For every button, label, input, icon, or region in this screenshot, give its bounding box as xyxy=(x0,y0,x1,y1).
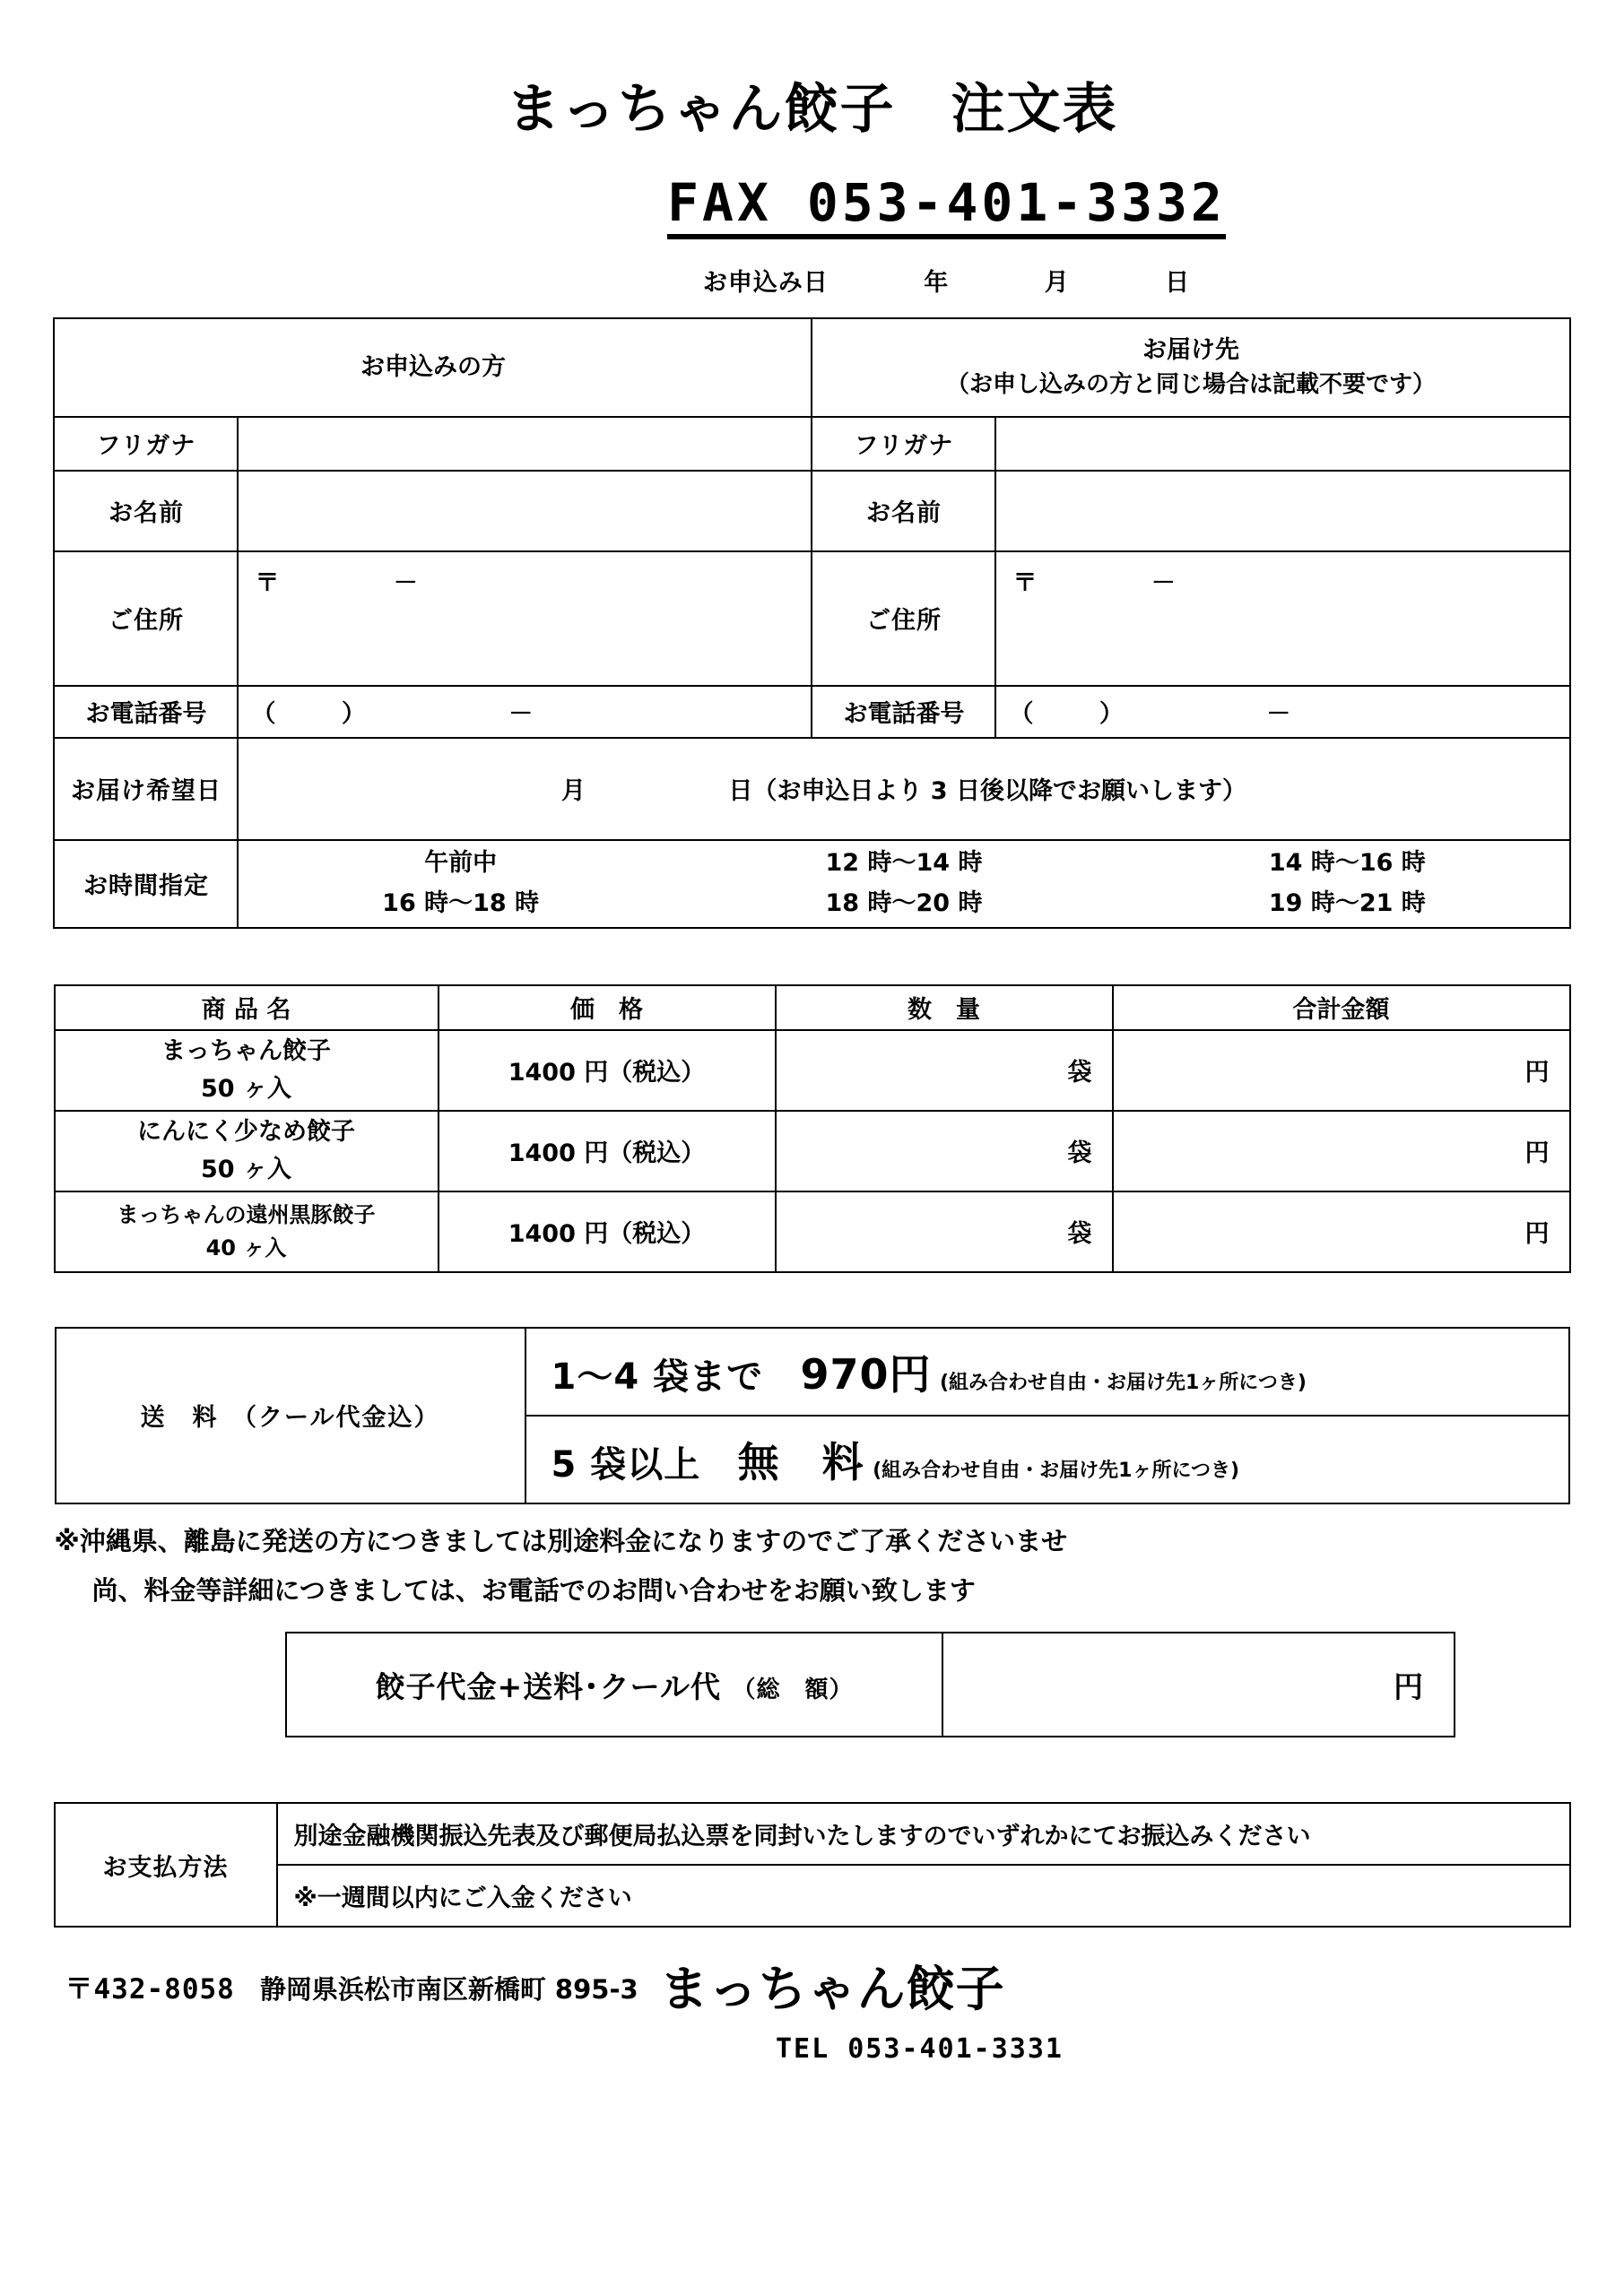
product-name-line2: 40 ヶ入 xyxy=(205,1235,287,1261)
product-name-line2: 50 ヶ入 xyxy=(201,1155,291,1183)
payment-instruction-2: ※一週間以内にご入金ください xyxy=(277,1865,1570,1927)
column-header-product-name: 商 品 名 xyxy=(55,985,439,1030)
phone-dash: － xyxy=(1266,700,1291,729)
product-name-line1: まっちゃんの遠州黒豚餃子 xyxy=(117,1201,376,1227)
product-price: 1400 円（税込） xyxy=(439,1030,776,1111)
fax-number: FAX 053-401-3332 xyxy=(667,176,1226,239)
footer-block xyxy=(55,1961,1570,2066)
phone-close-paren: ） xyxy=(341,700,366,729)
applicant-name-field[interactable] xyxy=(238,471,812,551)
time-slot-option[interactable]: 19 時〜21 時 xyxy=(1268,888,1426,917)
table-row xyxy=(55,1030,1570,1111)
applicant-phone-pattern xyxy=(239,694,811,729)
shipping-tier-1 xyxy=(525,1328,1569,1416)
delivery-address-label: ご住所 xyxy=(812,551,995,686)
table-row-payment-1 xyxy=(55,1803,1570,1865)
zip-mark-icon: 〒 xyxy=(255,568,280,597)
delivery-header-sub: （お申し込みの方と同じ場合は記載不要です） xyxy=(945,370,1436,398)
shipping-fee-table xyxy=(55,1327,1570,1504)
wish-date-field[interactable] xyxy=(238,738,1569,840)
product-quantity-input[interactable]: 袋 xyxy=(776,1111,1113,1191)
delivery-header-main: お届け先 xyxy=(1142,336,1239,365)
delivery-furigana-field[interactable] xyxy=(995,417,1569,471)
footer-telephone: TEL 053-401-3331 xyxy=(776,2033,1064,2066)
grand-total-section xyxy=(0,1632,1624,1737)
time-slot-option[interactable]: 14 時〜16 時 xyxy=(1268,849,1426,878)
shipping-tier2-note: (組み合わせ自由・お届け先1ヶ所につき) xyxy=(873,1459,1240,1482)
time-slot-option[interactable]: 16 時〜18 時 xyxy=(382,888,540,917)
applicant-phone-label: お電話番号 xyxy=(54,686,238,738)
product-price: 1400 円（税込） xyxy=(439,1111,776,1191)
shipping-tier1-amount: 970円 xyxy=(800,1349,932,1399)
product-name-cell xyxy=(55,1111,439,1191)
time-slot-label: お時間指定 xyxy=(54,840,238,928)
delivery-furigana-label: フリガナ xyxy=(812,417,995,471)
wish-date-month-unit: 月 xyxy=(560,777,586,806)
column-header-quantity: 数 量 xyxy=(776,985,1113,1030)
shipping-tier2-amount: 無 料 xyxy=(737,1437,864,1486)
grand-total-input[interactable]: 円 xyxy=(942,1633,1455,1737)
product-quantity-input[interactable]: 袋 xyxy=(776,1030,1113,1111)
phone-close-paren: ） xyxy=(1099,700,1124,729)
column-header-price: 価 格 xyxy=(439,985,776,1030)
application-date-row xyxy=(0,263,1624,298)
wish-date-label: お届け希望日 xyxy=(54,738,238,840)
shipping-tier-2 xyxy=(525,1416,1569,1503)
payment-method-section xyxy=(0,1802,1624,1928)
product-name-text xyxy=(56,1199,438,1265)
product-name-line1: まっちゃん餃子 xyxy=(161,1037,331,1066)
time-slot-column-1[interactable] xyxy=(239,844,682,923)
applicant-section-header: お申込みの方 xyxy=(54,318,812,417)
applicant-furigana-field[interactable] xyxy=(238,417,812,471)
product-name-text xyxy=(56,1113,438,1189)
column-header-total-amount: 合計金額 xyxy=(1113,985,1570,1030)
applicant-zip-line xyxy=(239,552,811,598)
product-quantity-input[interactable]: 袋 xyxy=(776,1191,1113,1272)
time-slot-option[interactable]: 午前中 xyxy=(424,849,498,878)
time-slot-column-2[interactable] xyxy=(682,844,1125,923)
product-name-cell xyxy=(55,1191,439,1272)
delivery-phone-field[interactable] xyxy=(995,686,1569,738)
table-row xyxy=(55,1191,1570,1272)
time-slot-option[interactable]: 12 時〜14 時 xyxy=(825,849,983,878)
grand-total-label-main: 餃子代金+送料･クール代 xyxy=(375,1668,721,1704)
applicant-address-label: ご住所 xyxy=(54,551,238,686)
table-row-furigana xyxy=(54,417,1569,471)
phone-open-paren: （ xyxy=(1009,700,1034,729)
time-slot-options xyxy=(238,840,1569,928)
shipping-fee-label: 送 料 （クール代金込） xyxy=(56,1328,525,1503)
delivery-section-header xyxy=(812,318,1569,417)
applicant-phone-field[interactable] xyxy=(238,686,812,738)
table-row-payment-2 xyxy=(55,1865,1570,1927)
day-unit: 日 xyxy=(1165,268,1191,297)
product-amount-input[interactable]: 円 xyxy=(1113,1030,1570,1111)
product-price: 1400 円（税込） xyxy=(439,1191,776,1272)
fax-row xyxy=(0,172,1624,239)
shipping-fee-section xyxy=(0,1327,1624,1504)
product-name-line2: 50 ヶ入 xyxy=(201,1074,291,1103)
product-amount-input[interactable]: 円 xyxy=(1113,1191,1570,1272)
footer-address-row xyxy=(55,1961,1570,2018)
shipping-tier1-range: 1〜4 袋まで xyxy=(551,1356,764,1398)
shipping-tier1-note: (組み合わせ自由・お届け先1ヶ所につき) xyxy=(939,1371,1307,1394)
product-order-section xyxy=(0,984,1624,1273)
applicant-address-field[interactable] xyxy=(238,551,812,686)
shipping-notes xyxy=(55,1517,1570,1616)
delivery-name-field[interactable] xyxy=(995,471,1569,551)
footer-postal-code: 〒432-8058 xyxy=(65,1973,235,2006)
product-amount-input[interactable]: 円 xyxy=(1113,1111,1570,1191)
time-slot-option[interactable]: 18 時〜20 時 xyxy=(825,888,983,917)
grand-total-table xyxy=(285,1632,1455,1737)
table-row-time-slot xyxy=(54,840,1569,928)
table-row-name xyxy=(54,471,1569,551)
table-row-product-headers xyxy=(55,985,1570,1030)
zip-dash: － xyxy=(1151,568,1176,597)
application-date-label: お申込み日 xyxy=(702,268,829,297)
product-name-line1: にんにく少なめ餃子 xyxy=(137,1118,355,1147)
table-row-grand-total xyxy=(286,1633,1455,1737)
customer-info-section xyxy=(0,317,1624,929)
page-title: まっちゃん餃子 注文表 xyxy=(506,78,1118,141)
grand-total-label xyxy=(286,1633,942,1737)
product-name-text xyxy=(56,1033,438,1108)
footer-address: 静岡県浜松市南区新橋町 895-3 xyxy=(259,1974,638,2006)
product-order-table xyxy=(54,984,1571,1273)
applicant-furigana-label: フリガナ xyxy=(54,417,238,471)
year-unit: 年 xyxy=(924,268,950,297)
applicant-name-label: お名前 xyxy=(54,471,238,551)
payment-instruction-1: 別途金融機関振込先表及び郵便局払込票を同封いたしますのでいずれかにてお振込みください xyxy=(277,1803,1570,1865)
grand-total-label-sub: （総 額） xyxy=(732,1676,854,1703)
customer-info-table xyxy=(53,317,1570,929)
wish-date-body: 日（お申込日より 3 日後以降でお願いします） xyxy=(728,777,1246,806)
footer-brand-name: まっちゃん餃子 xyxy=(659,1961,1005,2018)
note-line-1: ※沖縄県、離島に発送の方につきましては別途料金になりますのでご了承くださいませ xyxy=(54,1525,1068,1556)
delivery-phone-label: お電話番号 xyxy=(812,686,995,738)
phone-open-paren: （ xyxy=(251,700,276,729)
header-block xyxy=(0,0,1624,141)
zip-mark-icon: 〒 xyxy=(1012,568,1038,597)
note-line-2: 尚、料金等詳細につきましては、お電話でのお問い合わせをお願い致します xyxy=(91,1574,976,1606)
delivery-phone-pattern xyxy=(996,694,1568,729)
table-row xyxy=(55,1111,1570,1191)
delivery-address-field[interactable] xyxy=(995,551,1569,686)
shipping-tier2-range: 5 袋以上 xyxy=(551,1443,701,1486)
payment-method-table xyxy=(54,1802,1571,1928)
table-row-headers xyxy=(54,318,1569,417)
table-row-address xyxy=(54,551,1569,686)
product-name-cell xyxy=(55,1030,439,1111)
table-row-shipping-tier1 xyxy=(56,1328,1569,1416)
table-row-wish-date xyxy=(54,738,1569,840)
delivery-zip-line xyxy=(996,552,1568,598)
zip-dash: － xyxy=(393,568,418,597)
time-slot-column-3[interactable] xyxy=(1125,844,1568,923)
delivery-name-label: お名前 xyxy=(812,471,995,551)
phone-dash: － xyxy=(508,700,534,729)
month-unit: 月 xyxy=(1044,268,1070,297)
table-row-phone xyxy=(54,686,1569,738)
payment-method-label: お支払方法 xyxy=(55,1803,277,1927)
